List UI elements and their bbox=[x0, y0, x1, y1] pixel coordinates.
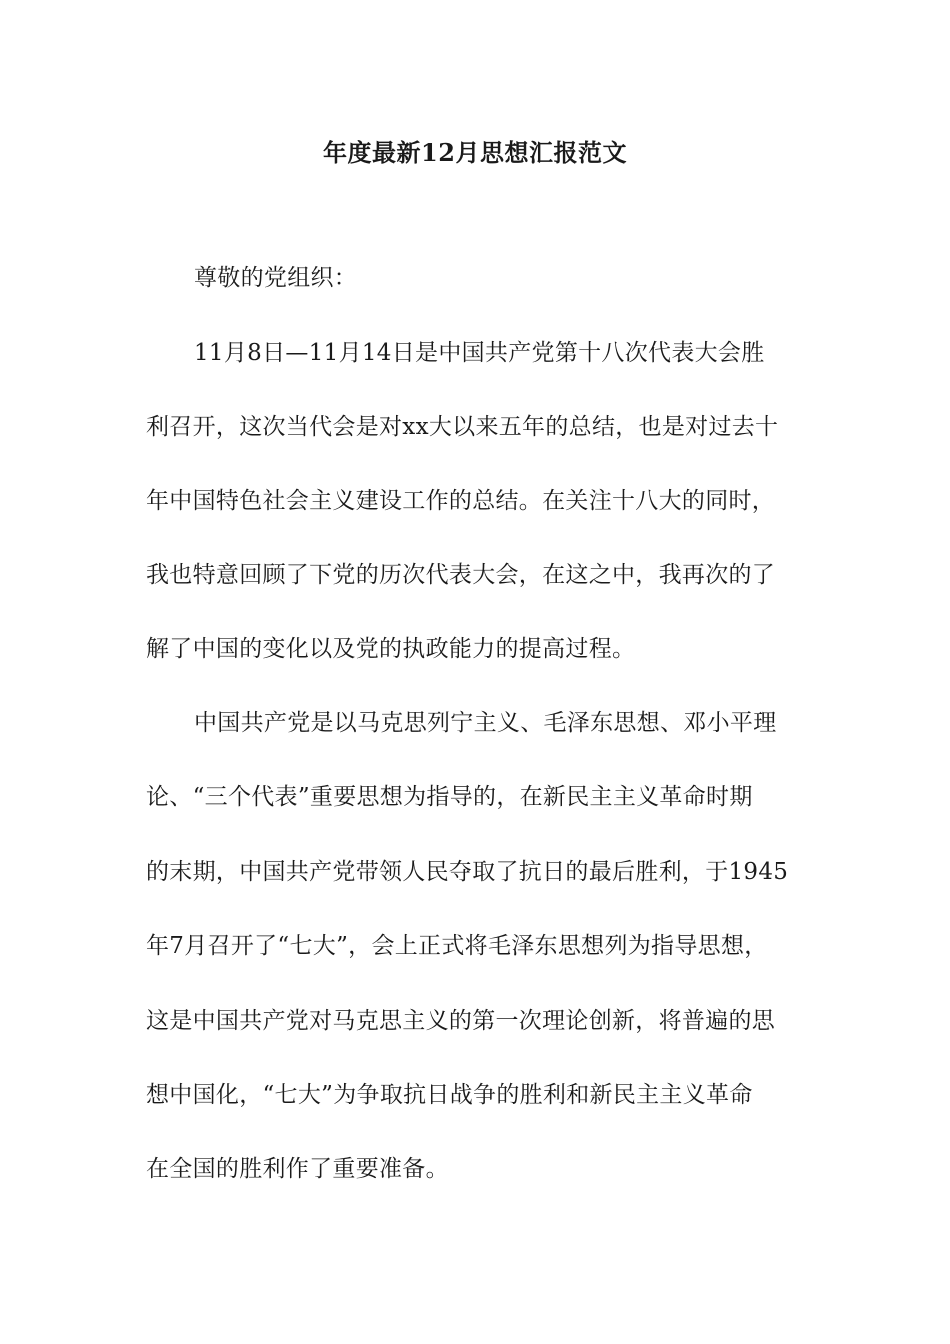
paragraph-line: 论、“三个代表”重要思想为指导的，在新民主主义革命时期 bbox=[146, 784, 753, 810]
paragraph-line: 想中国化，“七大”为争取抗日战争的胜利和新民主主义革命 bbox=[146, 1082, 753, 1108]
paragraph-line: 年中国特色社会主义建设工作的总结。在关注十八大的同时， bbox=[146, 488, 776, 514]
paragraph-line: 这是中国共产党对马克思主义的第一次理论创新，将普遍的思 bbox=[146, 1008, 776, 1034]
salutation: 尊敬的党组织： bbox=[194, 265, 358, 291]
paragraph-line: 利召开，这次当代会是对xx大以来五年的总结，也是对过去十 bbox=[146, 414, 779, 440]
paragraph-line: 中国共产党是以马克思列宁主义、毛泽东思想、邓小平理 bbox=[194, 710, 777, 736]
document-title: 年度最新12月思想汇报范文 bbox=[323, 138, 627, 167]
paragraph-line: 年7月召开了“七大”，会上正式将毛泽东思想列为指导思想， bbox=[146, 933, 768, 959]
paragraph-line: 解了中国的变化以及党的执政能力的提高过程。 bbox=[146, 636, 636, 662]
paragraph-line: 我也特意回顾了下党的历次代表大会，在这之中，我再次的了 bbox=[146, 562, 776, 588]
paragraph-line: 11月8日—11月14日是中国共产党第十八次代表大会胜 bbox=[194, 340, 765, 366]
paragraph-line: 在全国的胜利作了重要准备。 bbox=[146, 1156, 449, 1182]
paragraph-line: 的末期，中国共产党带领人民夺取了抗日的最后胜利，于1945 bbox=[146, 859, 789, 885]
